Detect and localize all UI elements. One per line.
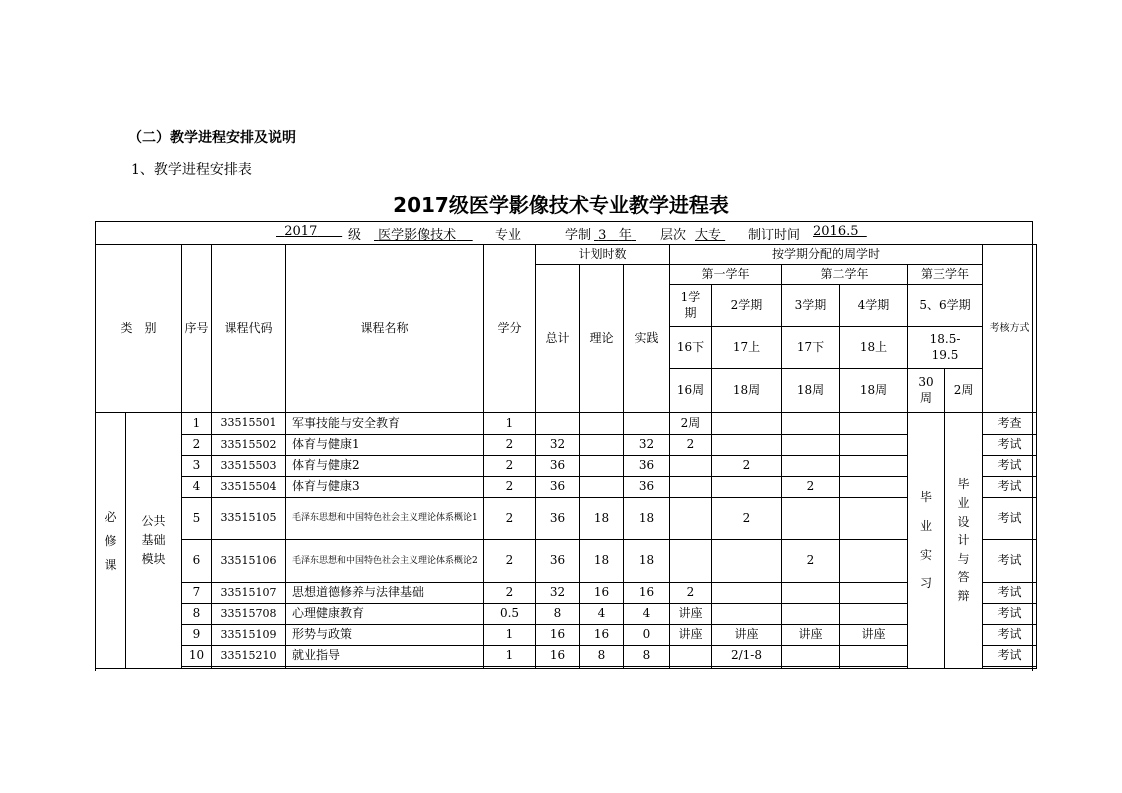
header-sem1: 1学期 xyxy=(670,285,712,327)
cell-total: 32 xyxy=(536,435,580,456)
header-term1: 16下 xyxy=(670,327,712,369)
header-weeks6: 2周 xyxy=(945,369,983,413)
cell-s2: 2 xyxy=(712,456,782,477)
cell-s4 xyxy=(840,540,908,583)
cell-name: 心理健康教育 xyxy=(286,604,484,625)
cell-assessment: 考试 xyxy=(983,604,1037,625)
cell-theory: 16 xyxy=(580,583,624,604)
header-total: 总计 xyxy=(536,265,580,413)
header-weeks5: 30周 xyxy=(908,369,945,413)
header-sem3: 3学期 xyxy=(782,285,840,327)
cell-s1: 2 xyxy=(670,583,712,604)
cell-code: 33515708 xyxy=(212,604,286,625)
cell-seq: 5 xyxy=(182,498,212,540)
cell-practice: 18 xyxy=(624,540,670,583)
meta-level-value: 大专 xyxy=(695,228,722,243)
cell-s4 xyxy=(840,498,908,540)
cell-total: 36 xyxy=(536,456,580,477)
header-credit: 学分 xyxy=(484,245,536,413)
cell-seq: 3 xyxy=(182,456,212,477)
spacer-cell xyxy=(840,667,908,669)
cell-code: 33515504 xyxy=(212,477,286,498)
cell-code: 33515501 xyxy=(212,413,286,435)
cell-practice: 32 xyxy=(624,435,670,456)
cell-credit: 2 xyxy=(484,477,536,498)
cell-name: 思想道德修养与法律基础 xyxy=(286,583,484,604)
cell-practice: 0 xyxy=(624,625,670,646)
schedule-table xyxy=(95,244,1037,669)
cell-s1: 2周 xyxy=(670,413,712,435)
cell-graduation-design: 毕业设计与答辩 xyxy=(945,413,983,669)
meta-grade-suffix: 级 xyxy=(348,228,362,243)
cell-credit: 1 xyxy=(484,625,536,646)
header-weeks2: 18周 xyxy=(712,369,782,413)
table-row xyxy=(96,413,1037,435)
header-theory: 理论 xyxy=(580,265,624,413)
spacer-cell xyxy=(182,667,212,669)
table-row xyxy=(96,540,1037,583)
cell-s2: 2/1-8 xyxy=(712,646,782,667)
cell-s3 xyxy=(782,498,840,540)
cell-code: 33515106 xyxy=(212,540,286,583)
cell-s3 xyxy=(782,646,840,667)
table-row xyxy=(96,625,1037,646)
cell-s3: 2 xyxy=(782,540,840,583)
cell-s2 xyxy=(712,604,782,625)
cell-practice: 16 xyxy=(624,583,670,604)
cell-assessment: 考试 xyxy=(983,646,1037,667)
cell-s3: 2 xyxy=(782,477,840,498)
cell-code: 33515107 xyxy=(212,583,286,604)
cell-s3: 讲座 xyxy=(782,625,840,646)
header-seq: 序号 xyxy=(182,245,212,413)
cell-name: 毛泽东思想和中国特色社会主义理论体系概论2 xyxy=(286,540,484,583)
cell-practice: 36 xyxy=(624,456,670,477)
cell-assessment: 考试 xyxy=(983,498,1037,540)
cell-assessment: 考试 xyxy=(983,477,1037,498)
cell-code: 33515210 xyxy=(212,646,286,667)
cell-assessment: 考试 xyxy=(983,625,1037,646)
subsection-heading: 1、教学进程安排表 xyxy=(131,162,252,178)
cell-s3 xyxy=(782,456,840,477)
header-term4: 18上 xyxy=(840,327,908,369)
cell-s1 xyxy=(670,477,712,498)
cell-seq: 6 xyxy=(182,540,212,583)
header-assessment: 考核方式 xyxy=(983,245,1037,413)
cell-s2 xyxy=(712,435,782,456)
cell-s1 xyxy=(670,540,712,583)
meta-revised-value: 2016.5 xyxy=(813,224,859,239)
cell-seq: 8 xyxy=(182,604,212,625)
cell-total: 36 xyxy=(536,477,580,498)
cell-s2 xyxy=(712,413,782,435)
cell-s2: 2 xyxy=(712,498,782,540)
cell-theory: 18 xyxy=(580,498,624,540)
meta-grade: 2017 xyxy=(284,224,318,239)
category-module: 公共基础模块 xyxy=(126,413,182,669)
cell-s1: 讲座 xyxy=(670,604,712,625)
header-term56: 18.5-19.5 xyxy=(908,327,983,369)
cell-seq: 1 xyxy=(182,413,212,435)
cell-seq: 2 xyxy=(182,435,212,456)
cell-s4 xyxy=(840,435,908,456)
header-name: 课程名称 xyxy=(286,245,484,413)
cell-total: 32 xyxy=(536,583,580,604)
cell-code: 33515503 xyxy=(212,456,286,477)
cell-credit: 2 xyxy=(484,435,536,456)
cell-practice: 4 xyxy=(624,604,670,625)
spacer-cell xyxy=(580,667,624,669)
header-year3: 第三学年 xyxy=(908,265,983,285)
cell-s3 xyxy=(782,435,840,456)
cell-seq: 10 xyxy=(182,646,212,667)
cell-code: 33515502 xyxy=(212,435,286,456)
cell-practice: 36 xyxy=(624,477,670,498)
cell-seq: 4 xyxy=(182,477,212,498)
section-heading: （二）教学进程安排及说明 xyxy=(128,130,296,146)
cell-s2 xyxy=(712,540,782,583)
category-required: 必修课 xyxy=(96,413,126,669)
table-title: 2017级医学影像技术专业教学进程表 xyxy=(393,193,729,217)
cell-theory xyxy=(580,477,624,498)
header-term3: 17下 xyxy=(782,327,840,369)
meta-major: 医学影像技术 xyxy=(378,228,457,243)
spacer-cell xyxy=(212,667,286,669)
header-planned-hours: 计划时数 xyxy=(536,245,670,265)
cell-theory: 8 xyxy=(580,646,624,667)
cell-credit: 2 xyxy=(484,456,536,477)
cell-theory: 18 xyxy=(580,540,624,583)
cell-total: 16 xyxy=(536,625,580,646)
cell-theory: 16 xyxy=(580,625,624,646)
cell-total: 16 xyxy=(536,646,580,667)
cell-s4 xyxy=(840,646,908,667)
cell-s4 xyxy=(840,477,908,498)
spacer-cell xyxy=(286,667,484,669)
cell-s3 xyxy=(782,604,840,625)
cell-s1: 2 xyxy=(670,435,712,456)
cell-assessment: 考试 xyxy=(983,435,1037,456)
header-weeks4: 18周 xyxy=(840,369,908,413)
header-code: 课程代码 xyxy=(212,245,286,413)
table-row xyxy=(96,456,1037,477)
header-sem56: 5、6学期 xyxy=(908,285,983,327)
cell-internship: 毕业实习 xyxy=(908,413,945,669)
cell-name: 体育与健康1 xyxy=(286,435,484,456)
cell-practice: 8 xyxy=(624,646,670,667)
header-sem4: 4学期 xyxy=(840,285,908,327)
cell-s4 xyxy=(840,413,908,435)
cell-name: 形势与政策 xyxy=(286,625,484,646)
cell-name: 体育与健康3 xyxy=(286,477,484,498)
table-row xyxy=(96,646,1037,667)
table-row xyxy=(96,583,1037,604)
cell-practice xyxy=(624,413,670,435)
cell-total: 36 xyxy=(536,540,580,583)
cell-credit: 2 xyxy=(484,583,536,604)
header-year1: 第一学年 xyxy=(670,265,782,285)
cell-theory xyxy=(580,435,624,456)
cell-s2 xyxy=(712,477,782,498)
cell-total: 36 xyxy=(536,498,580,540)
header-term2: 17上 xyxy=(712,327,782,369)
cell-s1 xyxy=(670,646,712,667)
meta-duration-label: 学制 xyxy=(565,228,592,243)
header-year2: 第二学年 xyxy=(782,265,908,285)
cell-theory: 4 xyxy=(580,604,624,625)
cell-assessment: 考试 xyxy=(983,583,1037,604)
table-row xyxy=(96,477,1037,498)
cell-theory xyxy=(580,456,624,477)
cell-assessment: 考试 xyxy=(983,540,1037,583)
header-sem2: 2学期 xyxy=(712,285,782,327)
cell-s4 xyxy=(840,583,908,604)
cell-s2: 讲座 xyxy=(712,625,782,646)
cell-s2 xyxy=(712,583,782,604)
cell-name: 军事技能与安全教育 xyxy=(286,413,484,435)
header-category: 类 别 xyxy=(96,245,182,413)
meta-revised-label: 制订时间 xyxy=(748,228,801,243)
cell-credit: 2 xyxy=(484,498,536,540)
table-meta-line xyxy=(95,224,1033,244)
cell-s3 xyxy=(782,413,840,435)
cell-code: 33515105 xyxy=(212,498,286,540)
cell-name: 体育与健康2 xyxy=(286,456,484,477)
cell-code: 33515109 xyxy=(212,625,286,646)
cell-practice: 18 xyxy=(624,498,670,540)
table-spacer-row xyxy=(96,667,1037,669)
spacer-cell xyxy=(983,667,1037,669)
cell-s4: 讲座 xyxy=(840,625,908,646)
cell-s3 xyxy=(782,583,840,604)
cell-seq: 9 xyxy=(182,625,212,646)
header-weekly-hours: 按学期分配的周学时 xyxy=(670,245,983,265)
table-row xyxy=(96,435,1037,456)
cell-seq: 7 xyxy=(182,583,212,604)
spacer-cell xyxy=(670,667,712,669)
cell-s4 xyxy=(840,456,908,477)
spacer-cell xyxy=(484,667,536,669)
spacer-cell xyxy=(536,667,580,669)
cell-credit: 0.5 xyxy=(484,604,536,625)
cell-credit: 1 xyxy=(484,413,536,435)
spacer-cell xyxy=(624,667,670,669)
cell-total xyxy=(536,413,580,435)
table-row xyxy=(96,604,1037,625)
cell-s1 xyxy=(670,498,712,540)
meta-level-label: 层次 xyxy=(660,228,687,243)
meta-duration-value: 3 年 xyxy=(598,228,632,243)
cell-s1: 讲座 xyxy=(670,625,712,646)
spacer-cell xyxy=(782,667,840,669)
header-weeks1: 16周 xyxy=(670,369,712,413)
cell-theory xyxy=(580,413,624,435)
cell-name: 就业指导 xyxy=(286,646,484,667)
cell-total: 8 xyxy=(536,604,580,625)
spacer-cell xyxy=(712,667,782,669)
cell-name: 毛泽东思想和中国特色社会主义理论体系概论1 xyxy=(286,498,484,540)
header-practice: 实践 xyxy=(624,265,670,413)
cell-credit: 2 xyxy=(484,540,536,583)
cell-s1 xyxy=(670,456,712,477)
cell-credit: 1 xyxy=(484,646,536,667)
cell-s4 xyxy=(840,604,908,625)
cell-assessment: 考查 xyxy=(983,413,1037,435)
table-row xyxy=(96,498,1037,540)
meta-major-suffix: 专业 xyxy=(495,228,522,243)
header-weeks3: 18周 xyxy=(782,369,840,413)
cell-assessment: 考试 xyxy=(983,456,1037,477)
